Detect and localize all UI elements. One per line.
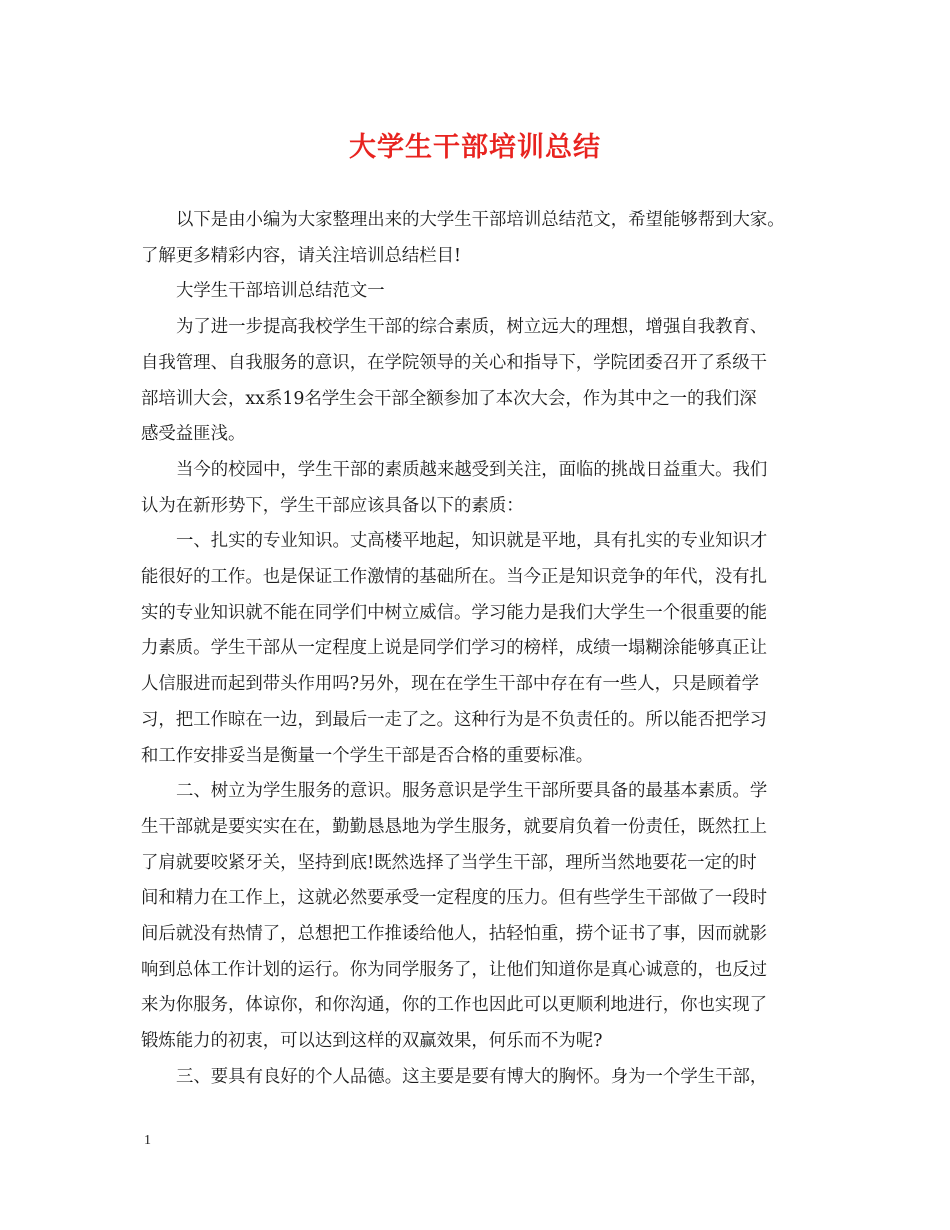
body-line: 生干部就是要实实在在，勤勤恳恳地为学生服务，就要肩负着一份责任，既然扛上 bbox=[141, 816, 768, 837]
body-line: 一、扎实的专业知识。丈高楼平地起，知识就是平地，具有扎实的专业知识才 bbox=[176, 531, 768, 552]
body-line: 锻炼能力的初衷，可以达到这样的双赢效果，何乐而不为呢? bbox=[141, 1031, 603, 1052]
body-line: 能很好的工作。也是保证工作激情的基础所在。当今正是知识竞争的年代，没有扎 bbox=[141, 567, 768, 588]
document-title: 大学生干部培训总结 bbox=[349, 132, 601, 163]
body-line: 和工作安排妥当是衡量一个学生干部是否合格的重要标准。 bbox=[141, 745, 594, 766]
body-line: 响到总体工作计划的运行。你为同学服务了，让他们知道你是真心诚意的，也反过 bbox=[141, 959, 768, 980]
body-line: 力素质。学生干部从一定程度上说是同学们学习的榜样，成绩一塌糊涂能够真正让 bbox=[141, 638, 768, 659]
body-line: 了解更多精彩内容，请关注培训总结栏目! bbox=[141, 245, 462, 266]
page-number: 1 bbox=[144, 1133, 151, 1148]
body-line: 间和精力在工作上，这就必然要承受一定程度的压力。但有些学生干部做了一段时 bbox=[141, 888, 768, 909]
document-body bbox=[141, 203, 819, 1096]
body-line: 来为你服务，体谅你，和你沟通，你的工作也因此可以更顺利地进行，你也实现了 bbox=[141, 995, 768, 1016]
body-line: 习，把工作晾在一边，到最后一走了之。这种行为是不负责任的。所以能否把学习 bbox=[141, 709, 768, 730]
body-line: 认为在新形势下，学生干部应该具备以下的素质： bbox=[141, 495, 524, 516]
body-line: 当今的校园中，学生干部的素质越来越受到关注，面临的挑战日益重大。我们 bbox=[176, 459, 768, 480]
body-line: 实的专业知识就不能在同学们中树立威信。学习能力是我们大学生一个很重要的能 bbox=[141, 602, 768, 623]
body-line: 间后就没有热情了，总想把工作推诿给他人，拈轻怕重，捞个证书了事，因而就影 bbox=[141, 924, 768, 945]
body-line: 大学生干部培训总结范文一 bbox=[176, 281, 385, 302]
body-line: 人信服进而起到带头作用吗?另外，现在在学生干部中存在有一些人，只是顾着学 bbox=[141, 674, 759, 695]
body-line: 自我管理、自我服务的意识，在学院领导的关心和指导下，学院团委召开了系级干 bbox=[141, 352, 768, 373]
body-line: 为了进一步提高我校学生干部的综合素质，树立远大的理想，增强自我教育、 bbox=[176, 317, 768, 338]
body-line: 以下是由小编为大家整理出来的大学生干部培训总结范文，希望能够帮到大家。 bbox=[176, 210, 785, 230]
body-line: 三、要具有良好的个人品德。这主要是要有博大的胸怀。身为一个学生干部， bbox=[176, 1066, 768, 1087]
body-line: 感受益匪浅。 bbox=[141, 424, 246, 445]
body-line: 了肩就要咬紧牙关，坚持到底!既然选择了当学生干部，理所当然地要花一定的时 bbox=[141, 852, 757, 873]
body-line: 部培训大会，xx系19名学生会干部全额参加了本次大会，作为其中之一的我们深 bbox=[141, 388, 757, 409]
body-line: 二、树立为学生服务的意识。服务意识是学生干部所要具备的最基本素质。学 bbox=[176, 781, 768, 802]
